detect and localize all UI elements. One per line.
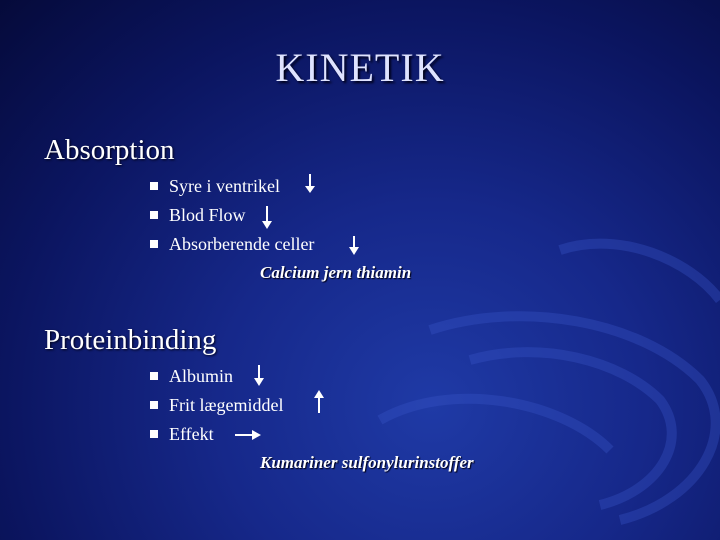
slide-title: KINETIK (275, 45, 445, 90)
proteinbinding-note: Kumariner sulfonylurinstoffer (260, 453, 474, 472)
list-item (150, 203, 246, 227)
arrow-down-icon (259, 204, 275, 230)
bullet-square-icon (150, 430, 158, 438)
arrow-down-icon (346, 234, 362, 256)
list-item-label: Blod Flow (169, 205, 246, 225)
bullet-square-icon (150, 182, 158, 190)
bullet-square-icon (150, 372, 158, 380)
list-item (150, 364, 233, 388)
list-item-label: Syre i ventrikel (169, 176, 280, 196)
list-item (150, 422, 214, 446)
bullet-square-icon (150, 401, 158, 409)
list-item (150, 393, 284, 417)
list-item-label: Absorberende celler (169, 234, 315, 254)
arrow-right-icon (234, 428, 262, 442)
bullet-square-icon (150, 211, 158, 219)
list-item-label: Albumin (169, 366, 234, 386)
arrow-down-icon (251, 363, 267, 387)
absorption-note: Calcium jern thiamin (260, 263, 412, 282)
list-item-label: Frit lægemiddel (169, 395, 284, 415)
list-item (150, 232, 314, 256)
section-heading-absorption: Absorption (44, 134, 175, 166)
section-heading-proteinbinding: Proteinbinding (44, 324, 217, 356)
list-item (150, 174, 280, 198)
arrow-up-icon (311, 389, 327, 415)
list-item-label: Effekt (169, 424, 214, 444)
bullet-square-icon (150, 240, 158, 248)
arrow-down-icon (302, 172, 318, 194)
